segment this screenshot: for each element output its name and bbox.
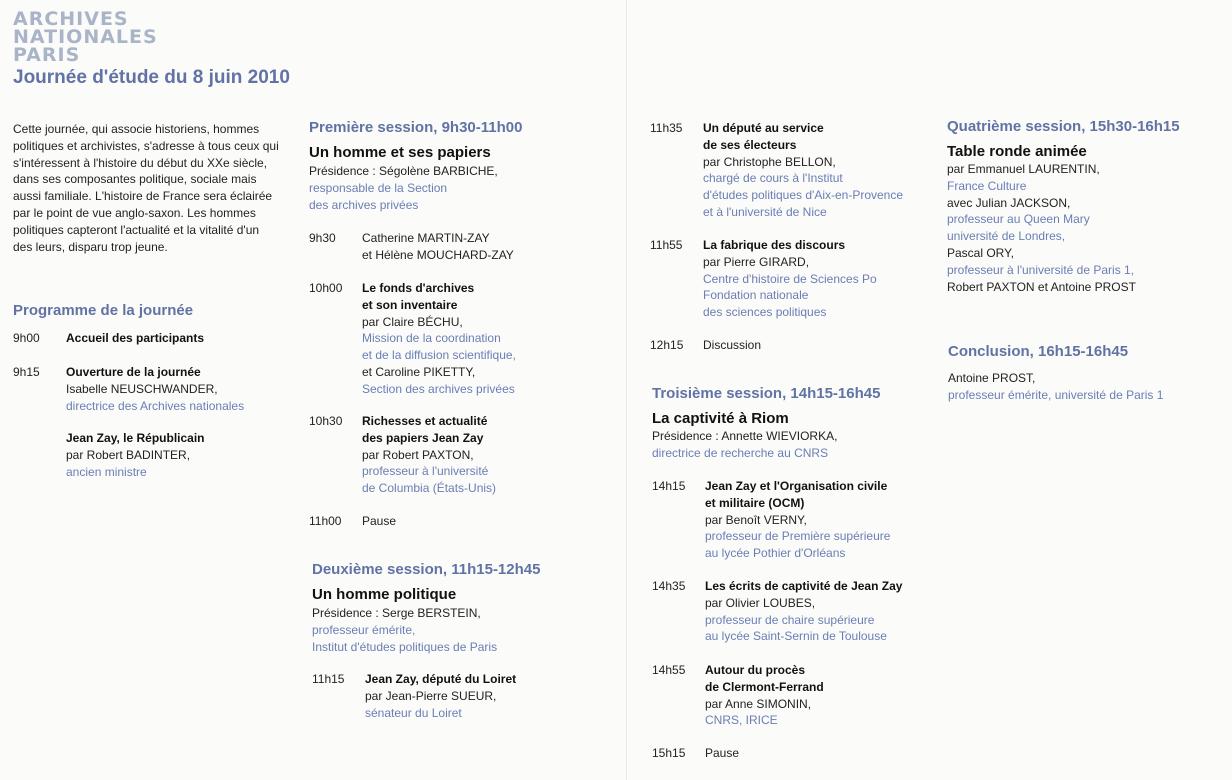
talk-title: Autour du procès	[705, 663, 806, 677]
programme-title: Programme de la journée	[13, 302, 194, 319]
affiliation: au lycée Saint-Sernin de Toulouse	[705, 629, 887, 644]
entry-body	[362, 413, 496, 497]
speaker-line: par Emmanuel LAURENTIN,	[947, 162, 1100, 176]
archives-nationales-logo	[13, 10, 158, 64]
talk-title: Ouverture de la journée	[66, 365, 201, 379]
speaker-line: par Pierre GIRARD,	[703, 254, 810, 269]
affiliation: Centre d'histoire de Sciences Po	[703, 271, 877, 286]
entry-time: 10h30	[309, 414, 343, 428]
entry-body	[66, 364, 244, 414]
entry-time: 15h15	[652, 746, 686, 760]
affiliation: d'études politiques d'Aix-en-Provence	[703, 188, 904, 203]
session-presidency	[312, 605, 497, 655]
affiliation: et à l'université de Nice	[703, 204, 827, 219]
talk-title: et militaire (OCM)	[705, 495, 805, 510]
speaker-line: et Hélène MOUCHARD-ZAY	[362, 247, 514, 262]
affiliation: des sciences politiques	[703, 305, 827, 320]
talk-title: Le fonds d'archives	[362, 281, 475, 295]
entry-time: 9h15	[13, 365, 40, 379]
affiliation: France Culture	[947, 178, 1027, 193]
entry-time: 9h30	[309, 231, 336, 245]
talk-title: Jean Zay et l'Organisation civile	[705, 479, 888, 493]
entry-body	[705, 745, 739, 762]
affiliation: Institut d'études politiques de Paris	[312, 639, 498, 654]
entry-body	[362, 513, 396, 530]
entry-time: 11h55	[650, 238, 683, 252]
affiliation: professeur au Queen Mary	[947, 212, 1090, 227]
affiliation: responsable de la Section	[309, 180, 448, 195]
speaker-line: par Robert BADINTER,	[66, 447, 191, 462]
talk-title: et son inventaire	[362, 297, 458, 312]
affiliation: Mission de la coordination	[362, 331, 501, 346]
entry-time: 12h15	[650, 338, 684, 352]
speaker-line: Isabelle NEUSCHWANDER,	[66, 381, 218, 396]
talk-title: Un député au service	[703, 121, 824, 135]
affiliation: Section des archives privées	[362, 381, 515, 396]
talk-title: de Clermont-Ferrand	[705, 679, 824, 694]
speaker-line: Robert PAXTON et Antoine PROST	[947, 279, 1136, 294]
session-presidency	[652, 428, 837, 462]
entry-time: 9h00	[13, 331, 40, 345]
entry-time: 10h00	[309, 281, 343, 295]
session-subtitle: Table ronde animée	[947, 143, 1087, 160]
roundtable-participants	[947, 161, 1136, 295]
entry-time: 14h55	[652, 663, 686, 677]
entry-time: 11h15	[312, 672, 345, 686]
affiliation: Fondation nationale	[703, 288, 809, 303]
entry-time: 11h00	[309, 514, 342, 528]
talk-title: Jean Zay, député du Loiret	[365, 672, 517, 686]
speaker-line: Présidence : Serge BERSTEIN,	[312, 606, 481, 620]
affiliation: ancien ministre	[66, 464, 147, 479]
affiliation: professeur émérite, université de Paris 1	[948, 387, 1164, 402]
speaker-line: par Olivier LOUBES,	[705, 595, 816, 610]
conclusion-speaker	[948, 370, 1163, 404]
entry-time: 11h35	[650, 121, 683, 135]
affiliation: des archives privées	[309, 197, 419, 212]
entry-body	[362, 280, 516, 398]
speaker-line: par Christophe BELLON,	[703, 154, 836, 169]
talk-title: Jean Zay, le Républicain	[66, 431, 205, 445]
entry-body	[66, 430, 205, 480]
session-title: Première session, 9h30-11h00	[309, 119, 523, 136]
speaker-line: par Jean-Pierre SUEUR,	[365, 688, 497, 703]
entry-body	[703, 237, 877, 321]
speaker-line: Pause	[705, 746, 740, 760]
affiliation: et de la diffusion scientifique,	[362, 348, 516, 363]
affiliation: directrice de recherche au CNRS	[652, 445, 829, 460]
logo-line: ARCHIVES	[13, 8, 129, 30]
speaker-line: avec Julian JACKSON,	[947, 195, 1071, 210]
affiliation: directrice des Archives nationales	[66, 398, 245, 413]
talk-title: Richesses et actualité	[362, 414, 488, 428]
affiliation: professeur à l'université	[362, 464, 489, 479]
affiliation: professeur de chaire supérieure	[705, 612, 875, 627]
event-title: Journée d'étude du 8 juin 2010	[13, 67, 290, 88]
affiliation: CNRS, IRICE	[705, 713, 778, 728]
speaker-line: par Benoît VERNY,	[705, 512, 807, 527]
speaker-line: Pause	[362, 514, 397, 528]
talk-title: Accueil des participants	[66, 331, 205, 345]
session-subtitle: La captivité à Riom	[652, 410, 789, 427]
entry-body	[703, 120, 903, 221]
conclusion-title: Conclusion, 16h15-16h45	[948, 343, 1129, 360]
session-title: Quatrième session, 15h30-16h15	[947, 118, 1180, 135]
speaker-line: Discussion	[703, 338, 762, 352]
speaker-line: et Caroline PIKETTY,	[362, 364, 476, 379]
entry-time: 14h35	[652, 579, 686, 593]
entry-body	[66, 330, 204, 347]
logo-line: PARIS	[13, 44, 81, 66]
session-title: Troisième session, 14h15-16h45	[652, 385, 881, 402]
intro-paragraph: Cette journée, qui associe historiens, hommes politiques et archivistes, s'adresse à tous ceux qui s'intéressent à l'histoire du début du XXe siècle, dans ses composantes politique, sociale mais aussi familiale. L'histoire de France sera éclairée par le point de vue anglo-saxon. Les hommes politiques capteront l'actualité et la vitalité d'un des leurs, disparu trop jeune.	[13, 122, 279, 254]
talk-title: La fabrique des discours	[703, 238, 846, 252]
session-subtitle: Un homme et ses papiers	[309, 144, 491, 161]
speaker-line: Antoine PROST,	[948, 371, 1036, 385]
entry-body	[705, 478, 890, 562]
entry-body	[365, 671, 516, 721]
entry-body	[703, 337, 761, 354]
speaker-line: Présidence : Annette WIEVIORKA,	[652, 429, 838, 443]
speaker-line: Catherine MARTIN-ZAY	[362, 231, 490, 245]
entry-body	[705, 578, 902, 645]
affiliation: professeur à l'université de Paris 1,	[947, 262, 1135, 277]
session-presidency	[309, 163, 498, 213]
talk-title: des papiers Jean Zay	[362, 430, 484, 445]
speaker-line: par Robert PAXTON,	[362, 447, 474, 462]
talk-title: Les écrits de captivité de Jean Zay	[705, 579, 903, 593]
session-subtitle: Un homme politique	[312, 586, 457, 603]
speaker-line: par Claire BÉCHU,	[362, 314, 463, 329]
affiliation: professeur émérite,	[312, 622, 416, 637]
page-fold	[626, 0, 627, 780]
entry-body	[705, 662, 824, 729]
session-title: Deuxième session, 11h15-12h45	[312, 561, 541, 578]
entry-time: 14h15	[652, 479, 686, 493]
talk-title: de ses électeurs	[703, 137, 797, 152]
speaker-line: Présidence : Ségolène BARBICHE,	[309, 164, 498, 178]
entry-body	[362, 230, 514, 264]
affiliation: université de Londres,	[947, 229, 1066, 244]
affiliation: professeur de Première supérieure	[705, 529, 891, 544]
affiliation: sénateur du Loiret	[365, 705, 462, 720]
affiliation: de Columbia (États-Unis)	[362, 481, 497, 496]
logo-line: NATIONALES	[13, 26, 158, 48]
speaker-line: Pascal ORY,	[947, 245, 1014, 260]
affiliation: au lycée Pothier d'Orléans	[705, 546, 846, 561]
speaker-line: par Anne SIMONIN,	[705, 696, 812, 711]
affiliation: chargé de cours à l'Institut	[703, 171, 843, 186]
